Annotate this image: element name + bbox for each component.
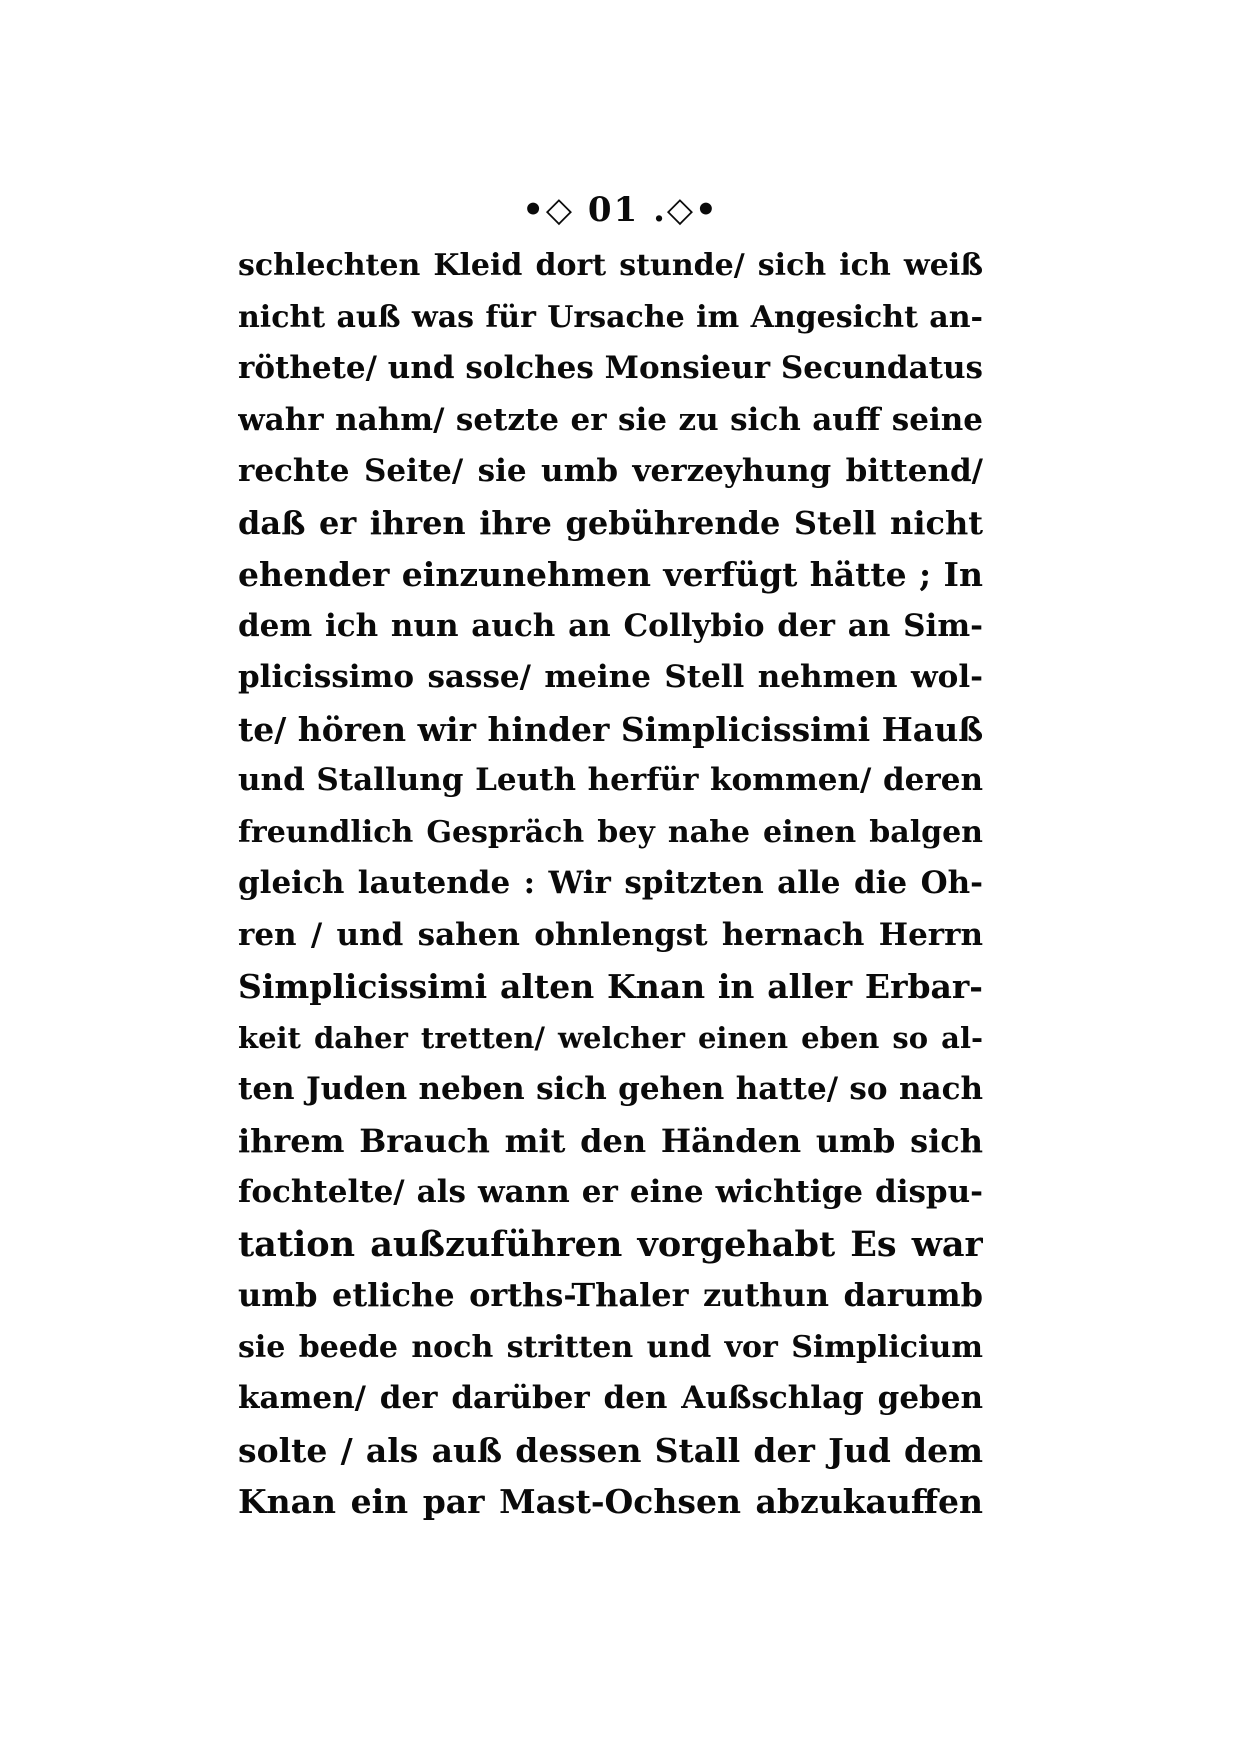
- text-line: schlechten Kleid dort stunde/ sich ich weiß: [238, 248, 983, 283]
- text-line: sie beede noch stritten und vor Simplicium: [238, 1329, 983, 1365]
- text-line: keit daher tretten/ welcher einen eben so al-: [238, 1020, 983, 1055]
- text-line: nicht auß was für Ursache im Angesicht an-: [238, 299, 983, 335]
- text-line: te/ hören wir hinder Simplicissimi Hauß: [238, 709, 983, 749]
- text-line: daß er ihren ihre gebührende Stell nicht: [238, 503, 983, 542]
- text-line: fochtelte/ als wann er eine wichtige dispu-: [238, 1174, 983, 1210]
- text-line: solte / als auß dessen Stall der Jud dem: [238, 1430, 983, 1470]
- text-line: und Stallung Leuth herfür kommen/ deren: [238, 762, 983, 798]
- text-line: Simplicissimi alten Knan in aller Erbar-: [238, 967, 983, 1006]
- text-line: dem ich nun auch an Collybio der an Sim-: [238, 607, 983, 644]
- text-line: freundlich Gespräch bey nahe einen balgen: [238, 814, 983, 850]
- text-line: plicissimo sasse/ meine Stell nehmen wol-: [238, 659, 983, 695]
- text-line: ehender einzunehmen verfügt hätte ; In: [238, 555, 983, 594]
- page-number-header: •◇ 01 .◇•: [522, 190, 719, 230]
- text-line: kamen/ der darüber den Außschlag geben: [238, 1380, 983, 1416]
- text-line: tation außzuführen vorgehabt Es war: [238, 1223, 983, 1265]
- text-line: ten Juden neben sich gehen hatte/ so nach: [238, 1071, 983, 1107]
- text-line: ihrem Brauch mit den Händen umb sich: [238, 1121, 983, 1160]
- body-text: [238, 240, 983, 1528]
- text-line: ren / und sahen ohnlengst hernach Herrn: [238, 916, 983, 953]
- text-line: rechte Seite/ sie umb verzeyhung bittend/: [238, 453, 983, 489]
- text-line: gleich lautende : Wir spitzten alle die Oh-: [238, 865, 983, 901]
- text-line: wahr nahm/ setzte er sie zu sich auff seine: [238, 401, 983, 438]
- text-line: umb etliche orths-Thaler zuthun darumb: [238, 1276, 983, 1314]
- text-line: Knan ein par Mast-Ochsen abzukauffen: [238, 1482, 983, 1521]
- text-line: röthete/ und solches Monsieur Secundatus: [238, 350, 983, 386]
